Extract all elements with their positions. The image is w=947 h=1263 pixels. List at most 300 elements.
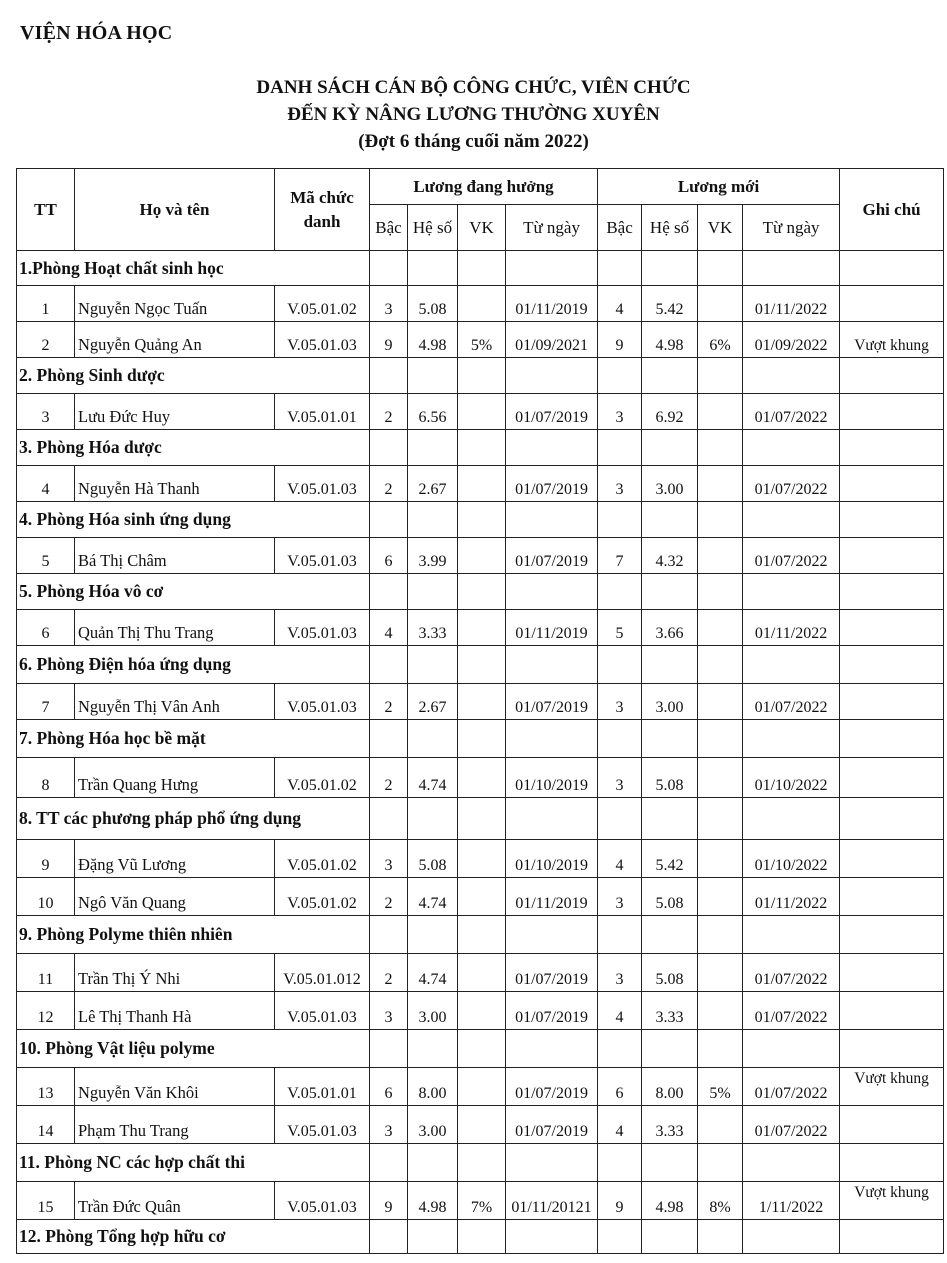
cell-nbac: 7 <box>598 538 642 574</box>
cell-name: Nguyễn Ngọc Tuấn <box>75 286 275 322</box>
cell-nbac: 9 <box>598 1182 642 1220</box>
cell-tungay: 01/10/2019 <box>506 840 598 878</box>
cell-tungay: 01/09/2021 <box>506 322 598 358</box>
title-line-2: ĐẾN KỲ NÂNG LƯƠNG THƯỜNG XUYÊN <box>287 104 660 125</box>
empty-cell <box>598 1030 642 1068</box>
cell-vk <box>458 466 506 502</box>
cell-name: Đặng Vũ Lương <box>75 840 275 878</box>
cell-bac: 2 <box>370 878 408 916</box>
cell-nbac: 3 <box>598 466 642 502</box>
header-name: Họ và tên <box>75 169 275 251</box>
empty-cell <box>698 1030 743 1068</box>
cell-code: V.05.01.02 <box>275 878 370 916</box>
cell-ntungay: 1/11/2022 <box>743 1182 840 1220</box>
cell-heso: 3.99 <box>408 538 458 574</box>
cell-nheso: 3.33 <box>642 1106 698 1144</box>
empty-cell <box>506 502 598 538</box>
cell-ntungay: 01/07/2022 <box>743 1106 840 1144</box>
cell-nbac: 3 <box>598 394 642 430</box>
empty-cell <box>698 1220 743 1254</box>
table-row <box>17 992 944 1030</box>
section-row <box>17 502 944 538</box>
cell-bac: 2 <box>370 394 408 430</box>
cell-vk <box>458 610 506 646</box>
cell-heso: 5.08 <box>408 840 458 878</box>
section-row <box>17 251 944 286</box>
empty-cell <box>642 798 698 840</box>
empty-cell <box>370 1220 408 1254</box>
cell-code: V.05.01.03 <box>275 322 370 358</box>
table-row <box>17 394 944 430</box>
cell-name: Trần Thị Ý Nhi <box>75 954 275 992</box>
cell-code: V.05.01.01 <box>275 1068 370 1106</box>
empty-cell <box>506 574 598 610</box>
empty-cell <box>743 798 840 840</box>
cell-code: V.05.01.02 <box>275 758 370 798</box>
cell-tt: 7 <box>17 684 75 720</box>
cell-name: Phạm Thu Trang <box>75 1106 275 1144</box>
cell-ntungay: 01/07/2022 <box>743 1068 840 1106</box>
cell-nbac: 3 <box>598 758 642 798</box>
cell-nbac: 6 <box>598 1068 642 1106</box>
cell-note <box>840 286 944 322</box>
section-title: 4. Phòng Hóa sinh ứng dụng <box>17 502 370 538</box>
empty-cell <box>743 358 840 394</box>
cell-heso: 4.98 <box>408 322 458 358</box>
cell-ntungay: 01/07/2022 <box>743 954 840 992</box>
cell-nvk <box>698 758 743 798</box>
cell-code: V.05.01.03 <box>275 1106 370 1144</box>
empty-cell <box>506 916 598 954</box>
cell-tungay: 01/07/2019 <box>506 1068 598 1106</box>
cell-tt: 8 <box>17 758 75 798</box>
empty-cell <box>743 502 840 538</box>
cell-name: Quản Thị Thu Trang <box>75 610 275 646</box>
cell-tt: 3 <box>17 394 75 430</box>
cell-note <box>840 992 944 1030</box>
header-row-1 <box>17 169 944 205</box>
section-row <box>17 430 944 466</box>
empty-cell <box>698 251 743 286</box>
cell-tt: 15 <box>17 1182 75 1220</box>
empty-cell <box>743 1030 840 1068</box>
empty-cell <box>840 430 944 466</box>
empty-cell <box>506 1030 598 1068</box>
cell-tt: 5 <box>17 538 75 574</box>
empty-cell <box>408 720 458 758</box>
empty-cell <box>598 1220 642 1254</box>
cell-vk <box>458 758 506 798</box>
empty-cell <box>408 251 458 286</box>
empty-cell <box>598 1144 642 1182</box>
empty-cell <box>370 251 408 286</box>
empty-cell <box>458 916 506 954</box>
cell-tt: 4 <box>17 466 75 502</box>
cell-tt: 10 <box>17 878 75 916</box>
cell-ntungay: 01/10/2022 <box>743 758 840 798</box>
cell-heso: 2.67 <box>408 684 458 720</box>
empty-cell <box>408 1220 458 1254</box>
cell-ntungay: 01/11/2022 <box>743 610 840 646</box>
header-new-heso: Hệ số <box>642 205 698 251</box>
empty-cell <box>506 430 598 466</box>
empty-cell <box>458 1144 506 1182</box>
document-title <box>0 74 947 155</box>
empty-cell <box>642 1144 698 1182</box>
cell-code: V.05.01.03 <box>275 684 370 720</box>
cell-vk <box>458 538 506 574</box>
cell-vk <box>458 878 506 916</box>
table-row <box>17 840 944 878</box>
cell-tungay: 01/11/2019 <box>506 610 598 646</box>
cell-name: Nguyễn Quảng An <box>75 322 275 358</box>
empty-cell <box>642 251 698 286</box>
empty-cell <box>743 251 840 286</box>
cell-nheso: 5.42 <box>642 840 698 878</box>
empty-cell <box>370 916 408 954</box>
cell-nvk: 5% <box>698 1068 743 1106</box>
empty-cell <box>598 574 642 610</box>
cell-tt: 6 <box>17 610 75 646</box>
cell-ntungay: 01/11/2022 <box>743 286 840 322</box>
cell-tt: 1 <box>17 286 75 322</box>
empty-cell <box>598 251 642 286</box>
cell-code: V.05.01.03 <box>275 610 370 646</box>
cell-name: Ngô Văn Quang <box>75 878 275 916</box>
organization-name: VIỆN HÓA HỌC <box>20 22 173 44</box>
cell-bac: 6 <box>370 538 408 574</box>
table-row <box>17 466 944 502</box>
empty-cell <box>506 1144 598 1182</box>
cell-code: V.05.01.02 <box>275 286 370 322</box>
cell-bac: 2 <box>370 466 408 502</box>
header-current-salary: Lương đang hưởng <box>370 169 598 205</box>
cell-nbac: 9 <box>598 322 642 358</box>
cell-heso: 6.56 <box>408 394 458 430</box>
cell-nbac: 4 <box>598 286 642 322</box>
table-row <box>17 538 944 574</box>
header-vk: VK <box>458 205 506 251</box>
section-row <box>17 916 944 954</box>
empty-cell <box>458 798 506 840</box>
empty-cell <box>743 1220 840 1254</box>
cell-ntungay: 01/10/2022 <box>743 840 840 878</box>
cell-note: Vượt khung <box>840 1068 944 1106</box>
cell-nvk <box>698 992 743 1030</box>
empty-cell <box>598 798 642 840</box>
empty-cell <box>840 720 944 758</box>
cell-nbac: 5 <box>598 610 642 646</box>
cell-nvk: 8% <box>698 1182 743 1220</box>
empty-cell <box>743 646 840 684</box>
salary-table <box>16 168 944 1254</box>
cell-note <box>840 758 944 798</box>
cell-vk <box>458 954 506 992</box>
empty-cell <box>408 1030 458 1068</box>
cell-name: Lưu Đức Huy <box>75 394 275 430</box>
empty-cell <box>743 720 840 758</box>
header-code: Mã chức danh <box>275 169 370 251</box>
cell-nvk <box>698 1106 743 1144</box>
cell-nheso: 8.00 <box>642 1068 698 1106</box>
cell-bac: 2 <box>370 684 408 720</box>
section-title: 5. Phòng Hóa vô cơ <box>17 574 370 610</box>
cell-heso: 5.08 <box>408 286 458 322</box>
cell-nheso: 3.00 <box>642 684 698 720</box>
cell-name: Nguyễn Hà Thanh <box>75 466 275 502</box>
cell-tungay: 01/07/2019 <box>506 1106 598 1144</box>
cell-bac: 2 <box>370 758 408 798</box>
cell-nvk <box>698 610 743 646</box>
cell-nvk <box>698 878 743 916</box>
cell-tungay: 01/07/2019 <box>506 992 598 1030</box>
cell-ntungay: 01/07/2022 <box>743 992 840 1030</box>
cell-ntungay: 01/07/2022 <box>743 684 840 720</box>
empty-cell <box>840 1030 944 1068</box>
cell-nvk <box>698 394 743 430</box>
empty-cell <box>840 574 944 610</box>
empty-cell <box>840 916 944 954</box>
empty-cell <box>458 1030 506 1068</box>
cell-vk <box>458 394 506 430</box>
cell-heso: 2.67 <box>408 466 458 502</box>
cell-nheso: 4.98 <box>642 322 698 358</box>
empty-cell <box>458 646 506 684</box>
cell-tt: 13 <box>17 1068 75 1106</box>
cell-tungay: 01/07/2019 <box>506 954 598 992</box>
section-title: 6. Phòng Điện hóa ứng dụng <box>17 646 370 684</box>
cell-nheso: 5.42 <box>642 286 698 322</box>
cell-code: V.05.01.012 <box>275 954 370 992</box>
cell-code: V.05.01.01 <box>275 394 370 430</box>
cell-tt: 2 <box>17 322 75 358</box>
cell-nvk <box>698 954 743 992</box>
cell-tungay: 01/11/20121 <box>506 1182 598 1220</box>
cell-note: Vượt khung <box>840 1182 944 1220</box>
header-note: Ghi chú <box>840 169 944 251</box>
section-title: 3. Phòng Hóa dược <box>17 430 370 466</box>
cell-nvk <box>698 466 743 502</box>
empty-cell <box>698 430 743 466</box>
cell-nheso: 5.08 <box>642 954 698 992</box>
empty-cell <box>458 502 506 538</box>
title-line-3: (Đợt 6 tháng cuối năm 2022) <box>358 131 589 152</box>
cell-code: V.05.01.03 <box>275 466 370 502</box>
cell-vk <box>458 840 506 878</box>
empty-cell <box>642 1030 698 1068</box>
cell-heso: 4.74 <box>408 758 458 798</box>
section-title: 9. Phòng Polyme thiên nhiên <box>17 916 370 954</box>
empty-cell <box>698 916 743 954</box>
section-title: 10. Phòng Vật liệu polyme <box>17 1030 370 1068</box>
cell-tt: 14 <box>17 1106 75 1144</box>
empty-cell <box>698 720 743 758</box>
cell-bac: 9 <box>370 322 408 358</box>
cell-nheso: 5.08 <box>642 878 698 916</box>
empty-cell <box>506 646 598 684</box>
cell-bac: 6 <box>370 1068 408 1106</box>
header-new-bac: Bậc <box>598 205 642 251</box>
section-title: 7. Phòng Hóa học bề mặt <box>17 720 370 758</box>
empty-cell <box>370 798 408 840</box>
empty-cell <box>598 358 642 394</box>
cell-bac: 2 <box>370 954 408 992</box>
empty-cell <box>458 574 506 610</box>
header-tt: TT <box>17 169 75 251</box>
cell-vk <box>458 684 506 720</box>
empty-cell <box>370 646 408 684</box>
empty-cell <box>408 358 458 394</box>
table-row <box>17 610 944 646</box>
empty-cell <box>408 430 458 466</box>
empty-cell <box>408 916 458 954</box>
table-row <box>17 1106 944 1144</box>
cell-vk <box>458 1106 506 1144</box>
empty-cell <box>840 1144 944 1182</box>
cell-bac: 3 <box>370 1106 408 1144</box>
empty-cell <box>642 502 698 538</box>
empty-cell <box>840 502 944 538</box>
cell-vk <box>458 1068 506 1106</box>
cell-nvk <box>698 538 743 574</box>
empty-cell <box>370 502 408 538</box>
cell-tt: 11 <box>17 954 75 992</box>
cell-nheso: 3.00 <box>642 466 698 502</box>
empty-cell <box>698 358 743 394</box>
cell-note <box>840 538 944 574</box>
cell-heso: 3.00 <box>408 992 458 1030</box>
title-line-1: DANH SÁCH CÁN BỘ CÔNG CHỨC, VIÊN CHỨC <box>256 77 691 98</box>
cell-nheso: 4.32 <box>642 538 698 574</box>
cell-nbac: 3 <box>598 878 642 916</box>
cell-nvk <box>698 286 743 322</box>
cell-nvk: 6% <box>698 322 743 358</box>
cell-bac: 3 <box>370 286 408 322</box>
empty-cell <box>642 574 698 610</box>
cell-tungay: 01/07/2019 <box>506 466 598 502</box>
cell-note: Vượt khung <box>840 322 944 358</box>
cell-name: Lê Thị Thanh Hà <box>75 992 275 1030</box>
empty-cell <box>458 430 506 466</box>
empty-cell <box>458 720 506 758</box>
cell-nheso: 3.66 <box>642 610 698 646</box>
empty-cell <box>598 916 642 954</box>
table-row <box>17 878 944 916</box>
cell-tungay: 01/07/2019 <box>506 684 598 720</box>
cell-nheso: 4.98 <box>642 1182 698 1220</box>
cell-tungay: 01/11/2019 <box>506 878 598 916</box>
empty-cell <box>408 502 458 538</box>
empty-cell <box>642 720 698 758</box>
cell-nbac: 4 <box>598 1106 642 1144</box>
empty-cell <box>840 798 944 840</box>
cell-ntungay: 01/07/2022 <box>743 394 840 430</box>
section-title: 2. Phòng Sinh dược <box>17 358 370 394</box>
cell-vk: 5% <box>458 322 506 358</box>
section-row <box>17 1220 944 1254</box>
section-title: 12. Phòng Tổng hợp hữu cơ <box>17 1220 370 1254</box>
header-tungay: Từ ngày <box>506 205 598 251</box>
empty-cell <box>698 646 743 684</box>
cell-note <box>840 954 944 992</box>
empty-cell <box>743 430 840 466</box>
empty-cell <box>642 430 698 466</box>
empty-cell <box>743 916 840 954</box>
cell-nvk <box>698 840 743 878</box>
empty-cell <box>642 358 698 394</box>
section-row <box>17 720 944 758</box>
cell-ntungay: 01/07/2022 <box>743 466 840 502</box>
cell-name: Nguyễn Văn Khôi <box>75 1068 275 1106</box>
empty-cell <box>698 1144 743 1182</box>
cell-tungay: 01/10/2019 <box>506 758 598 798</box>
cell-nvk <box>698 684 743 720</box>
header-heso: Hệ số <box>408 205 458 251</box>
section-row <box>17 358 944 394</box>
cell-nbac: 3 <box>598 954 642 992</box>
section-title: 11. Phòng NC các hợp chất thi <box>17 1144 370 1182</box>
empty-cell <box>370 720 408 758</box>
empty-cell <box>370 1144 408 1182</box>
header-bac: Bậc <box>370 205 408 251</box>
table-row <box>17 1068 944 1106</box>
empty-cell <box>370 1030 408 1068</box>
section-row <box>17 574 944 610</box>
cell-name: Trần Đức Quân <box>75 1182 275 1220</box>
cell-name: Trần Quang Hưng <box>75 758 275 798</box>
cell-note <box>840 466 944 502</box>
table-row <box>17 758 944 798</box>
section-row <box>17 646 944 684</box>
empty-cell <box>458 358 506 394</box>
empty-cell <box>743 574 840 610</box>
empty-cell <box>370 358 408 394</box>
cell-code: V.05.01.03 <box>275 992 370 1030</box>
empty-cell <box>506 358 598 394</box>
cell-nbac: 3 <box>598 684 642 720</box>
cell-bac: 3 <box>370 840 408 878</box>
section-row <box>17 1144 944 1182</box>
cell-bac: 4 <box>370 610 408 646</box>
cell-code: V.05.01.03 <box>275 538 370 574</box>
section-row <box>17 1030 944 1068</box>
cell-tt: 12 <box>17 992 75 1030</box>
cell-nheso: 6.92 <box>642 394 698 430</box>
cell-tt: 9 <box>17 840 75 878</box>
empty-cell <box>506 798 598 840</box>
empty-cell <box>370 430 408 466</box>
cell-note <box>840 840 944 878</box>
empty-cell <box>840 358 944 394</box>
empty-cell <box>598 430 642 466</box>
empty-cell <box>743 1144 840 1182</box>
header-new-vk: VK <box>698 205 743 251</box>
cell-bac: 3 <box>370 992 408 1030</box>
section-title: 8. TT các phương pháp phổ ứng dụng <box>17 798 370 840</box>
cell-name: Bá Thị Châm <box>75 538 275 574</box>
table-row <box>17 1182 944 1220</box>
cell-tungay: 01/07/2019 <box>506 538 598 574</box>
cell-heso: 8.00 <box>408 1068 458 1106</box>
cell-vk: 7% <box>458 1182 506 1220</box>
cell-name: Nguyễn Thị Vân Anh <box>75 684 275 720</box>
cell-bac: 9 <box>370 1182 408 1220</box>
empty-cell <box>642 916 698 954</box>
cell-vk <box>458 992 506 1030</box>
empty-cell <box>698 502 743 538</box>
empty-cell <box>506 251 598 286</box>
cell-tungay: 01/07/2019 <box>506 394 598 430</box>
